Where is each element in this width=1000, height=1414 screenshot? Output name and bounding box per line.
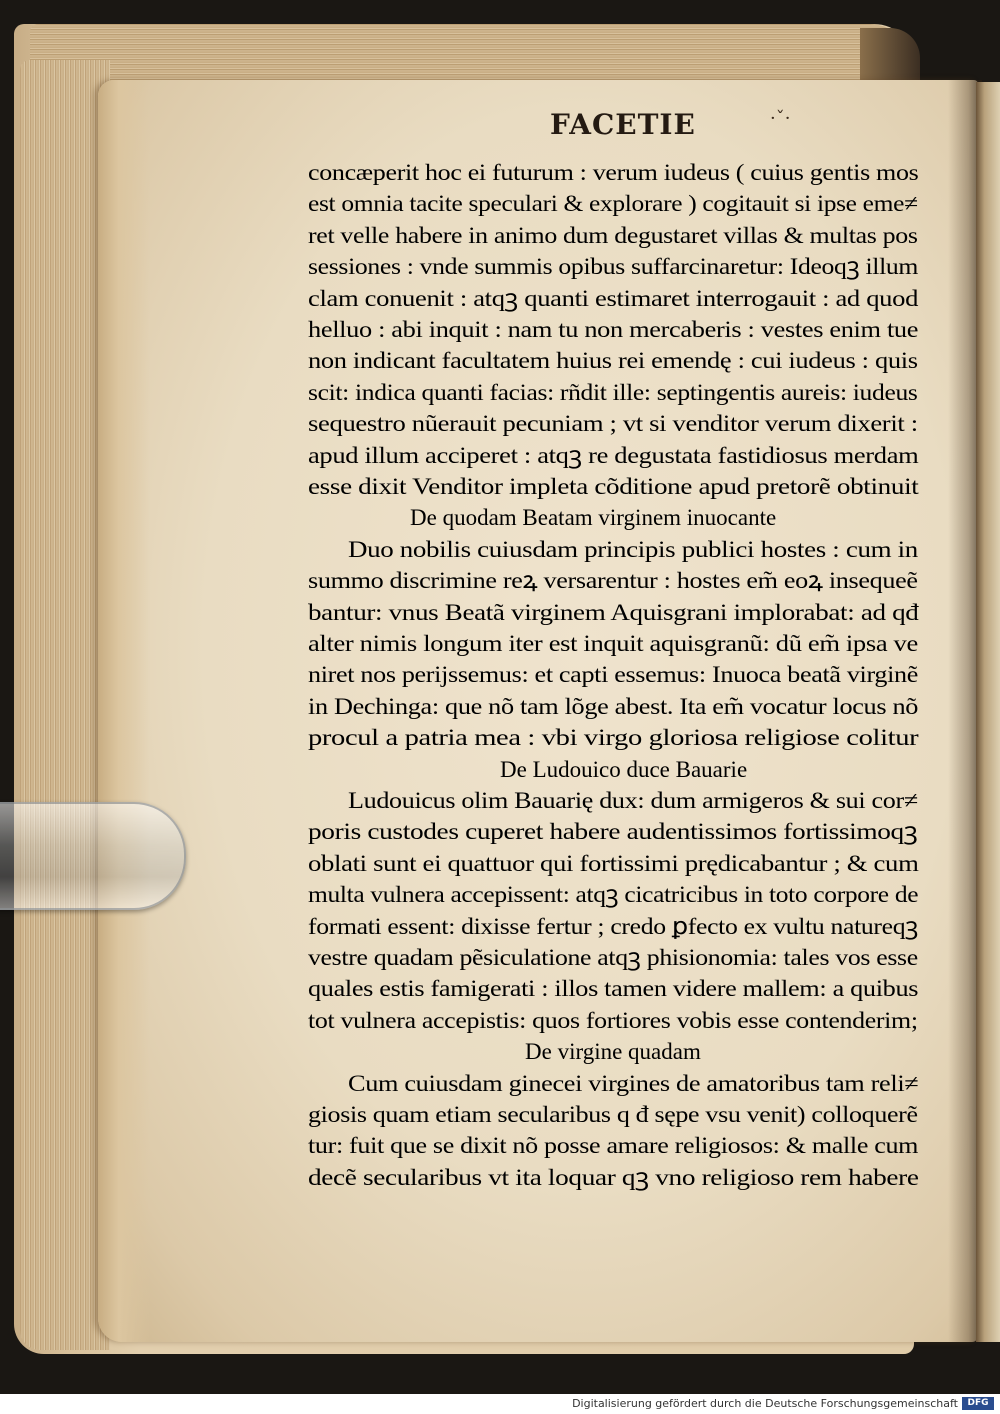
text-line: est omnia tacite speculari & explorare ) cogitauit si ipse eme≠ [308,191,918,218]
text-line: quales estis famigerati : illos tamen videre mallem: a quibus [308,976,919,1003]
section-heading: De Ludouico duce Bauarie [500,756,748,782]
text-line: Ludouicus olim Bauarię dux: dum armigeros & sui cor≠ [348,788,918,814]
text-line: procul a patria mea : vbi virgo gloriosa religiose colitur [308,725,919,752]
page-edges-left [20,60,110,1350]
text-line: decẽ secularibus vt ita loquar qꝫ vno religioso rem habere [308,1164,919,1191]
corner-mark: ·ˇ· [770,108,791,129]
text-line: sequestro nũerauit pecuniam ; vt si venditor verum dixerit : [308,411,918,438]
text-line: multa vulnera accepissent: atqꝫ cicatricibus in toto corpore de [308,882,919,909]
text-line: Duo nobilis cuiusdam principis publici hostes : cum in [348,536,918,563]
text-line: apud illum acciperet : atqꝫ re degustata fastidiosus merdam [308,442,919,469]
text-line: tot vulnera accepistis: quos fortiores vobis esse contenderim; [308,1007,918,1034]
section-heading: De quodam Beatam virginem inuocante [410,505,777,531]
text-line: concæperit hoc ei futurum : verum iudeus ( cuius gentis mos [308,160,919,186]
text-line: non indicant facultatem huius rei emendę : cui iudeus : quis [308,348,918,375]
text-line: poris custodes cuperet habere audentissimos fortissimoqꝫ [308,819,918,846]
page-fold-shadow [98,80,150,1342]
text-line: ret velle habere in animo dum degustaret villas & multas pos [308,222,918,249]
text-line: vestre quadam pẽsiculatione atqꝫ phisionomia: tales vos esse [308,945,918,971]
text-line: summo discrimine reꝝ versarentur : hostes em̃ eoꝝ insequeẽ [308,568,918,595]
text-line: in Dechinga: que nõ tam lõge abest. Ita em̃ vocatur locus nõ [308,693,919,720]
text-line: scit: indica quanti facias: rñdit ille: septingentis aureis: iudeus [308,379,918,406]
text-line: sessiones : vnde summis opibus suffarcinaretur: Ideoqꝫ illum [308,254,919,281]
text-line: clam conuenit : atqꝫ quanti estimaret interrogauit : ad quod [308,285,919,312]
facing-page-edge [976,82,1000,1342]
text-line: tur: fuit que se dixit nõ posse amare religiosos: & malle cum [308,1133,919,1160]
footer-credit: Digitalisierung gefördert durch die Deutsche Forschungsgemeinschaft [572,1397,958,1410]
text-line: niret nos perijssemus: et capti essemus: Inuoca beatã virginẽ [308,662,918,689]
text-line: bantur: vnus Beatã virginem Aquisgrani implorabat: ad qđ [308,599,919,626]
footer-bar [0,1394,1000,1414]
glass-page-holder [0,802,186,910]
section-heading: De virgine quadam [525,1039,701,1065]
dfg-logo: DFG [962,1397,994,1410]
running-head: FACETIE [550,108,696,141]
text-line: esse dixit Venditor impleta cõditione apud pretorẽ obtinuit [308,474,919,500]
text-line: alter nimis longum iter est inquit aquisgranũ: dũ em̃ ipsa ve [308,631,918,657]
text-line: Cum cuiusdam ginecei virgines de amatoribus tam reli≠ [348,1070,919,1097]
text-line: oblati sunt ei quattuor qui fortissimi prędicabantur ; & cum [308,850,919,877]
text-line: helluo : abi inquit : nam tu non mercaberis : vestes enim tue [308,317,919,343]
text-line: giosis quam etiam secularibus q đ sępe vsu venit) colloquerẽ [308,1102,918,1128]
text-line: formati essent: dixisse fertur ; credo ꝑfecto ex vultu natureqꝫ [308,913,919,940]
